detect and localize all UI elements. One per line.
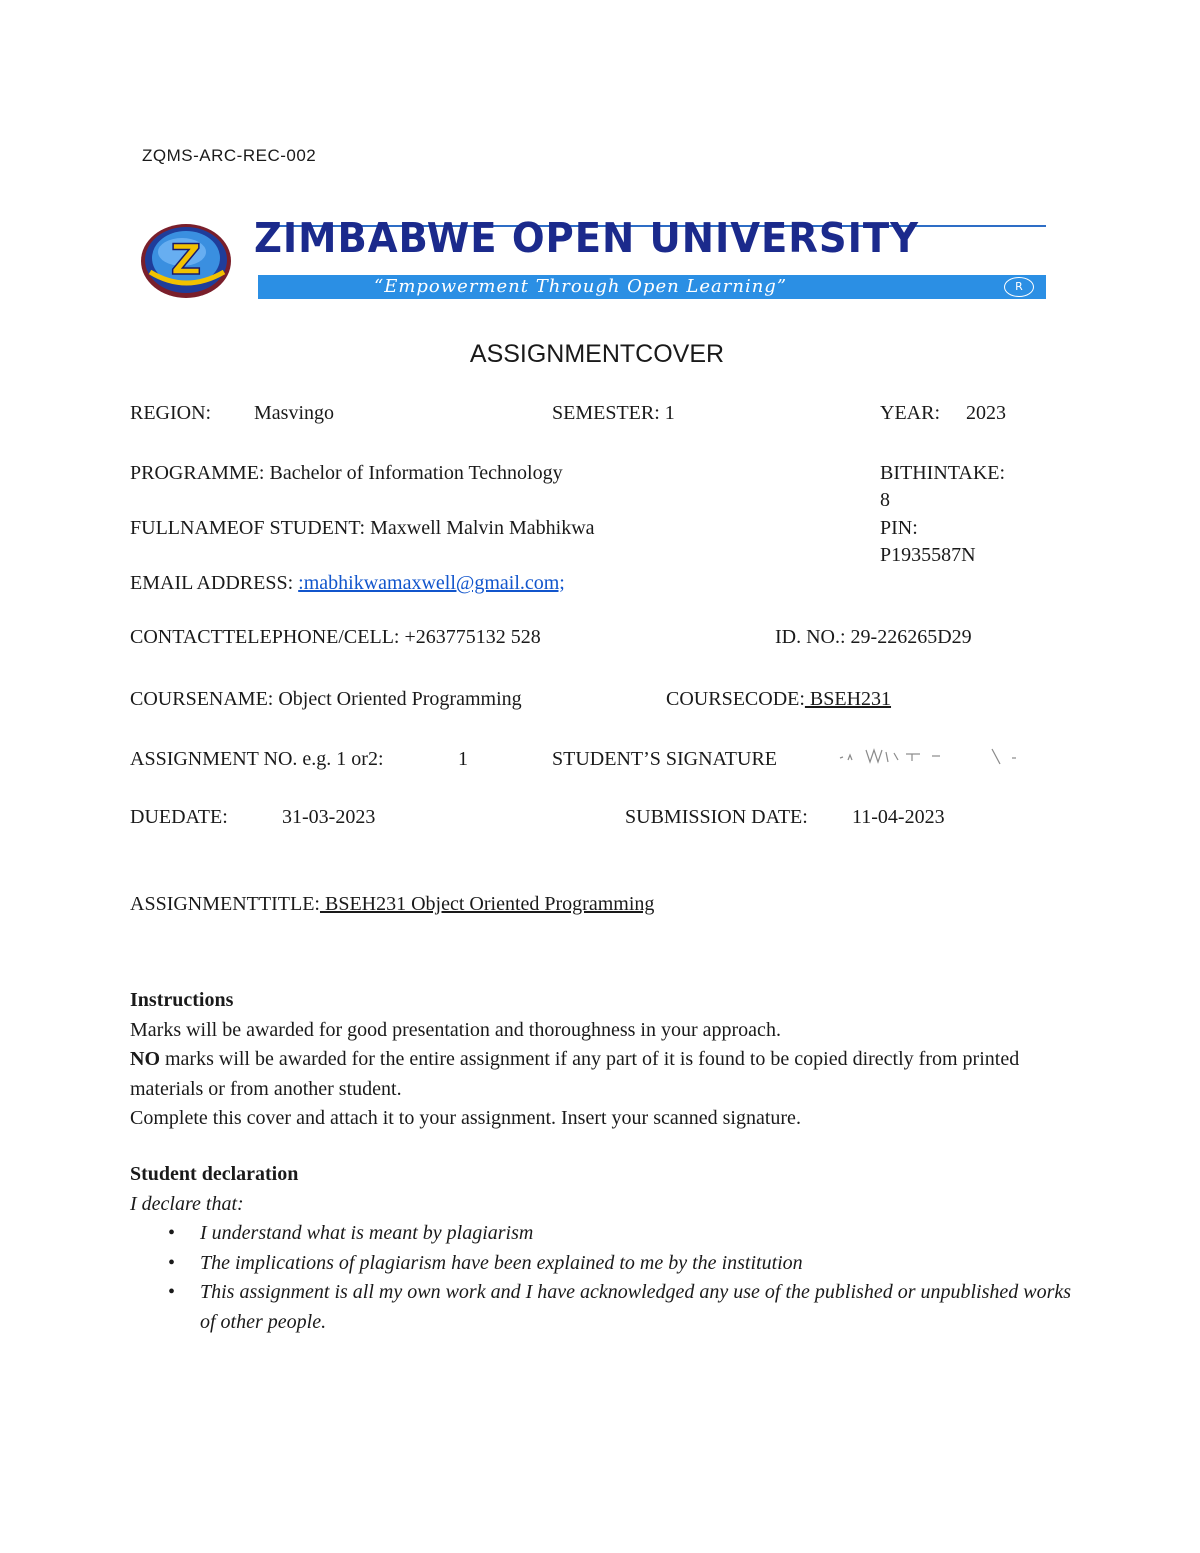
course-code-field — [666, 688, 891, 711]
instructions-section — [130, 986, 1090, 1134]
year-value: 2023 — [966, 402, 1006, 424]
assignment-title-value: BSEH231 Object Oriented Programming — [319, 893, 655, 915]
instruction-line — [130, 1045, 1090, 1104]
instruction-emphasis: NO — [130, 1048, 160, 1070]
instruction-line: Complete this cover and attach it to your assignment. Insert your scanned signature. — [130, 1107, 801, 1129]
region-value: Masvingo — [254, 402, 334, 424]
list-item: • This assignment is all my own work and I have acknowledged any use of the published or unpublished works of other people. — [130, 1278, 1090, 1337]
semester-field: SEMESTER: 1 — [552, 402, 675, 424]
submission-date-value: 11-04-2023 — [852, 806, 945, 828]
declaration-list — [130, 1219, 1090, 1337]
email-label: EMAIL ADDRESS: — [130, 572, 299, 594]
pin-label: PIN: — [880, 517, 918, 539]
university-emblem-icon — [140, 222, 232, 300]
university-name: ZIMBABWE OPEN UNIVERSITY — [254, 214, 919, 262]
instruction-text: marks will be awarded for the entire assignment if any part of it is found to be copied directly from printed materials or from another student. — [130, 1048, 1020, 1100]
telephone-field: CONTACTTELEPHONE/CELL: +263775132 528 — [130, 626, 541, 648]
list-item: • I understand what is meant by plagiarism — [130, 1219, 1090, 1249]
declaration-heading: Student declaration — [130, 1163, 299, 1185]
due-date-label: DUEDATE: — [130, 806, 228, 828]
course-name-field: COURSENAME: Object Oriented Programming — [130, 688, 522, 710]
region-label: REGION: — [130, 402, 212, 424]
email-link[interactable]: :mabhikwamaxwell@gmail.com; — [298, 572, 565, 594]
instruction-line: Marks will be awarded for good presentation and thoroughness in your approach. — [130, 1018, 781, 1041]
assignment-number-value: 1 — [458, 748, 468, 770]
university-tagline: “Empowerment Through Open Learning” — [374, 276, 788, 297]
submission-date-label: SUBMISSION DATE: — [625, 806, 808, 828]
declaration-intro: I declare that: — [130, 1192, 244, 1215]
pin-value: P1935587N — [880, 544, 976, 566]
document-code: ZQMS-ARC-REC-002 — [142, 146, 317, 165]
intake-label: BITHINTAKE: — [880, 462, 1006, 484]
declaration-section — [130, 1160, 1090, 1337]
programme-field: PROGRAMME: Bachelor of Information Technology — [130, 462, 563, 484]
page-title: ASSIGNMENTCOVER — [469, 340, 725, 368]
signature-label: STUDENT’S SIGNATURE — [552, 748, 777, 770]
course-code-value: BSEH231 — [804, 688, 892, 710]
email-field — [130, 572, 565, 595]
registered-mark: R — [1004, 277, 1034, 297]
svg-text:Z: Z — [170, 235, 202, 284]
student-name-field: FULLNAMEOF STUDENT: Maxwell Malvin Mabhikwa — [130, 517, 595, 539]
list-item: • The implications of plagiarism have been explained to me by the institution — [130, 1249, 1090, 1279]
instructions-heading: Instructions — [130, 989, 234, 1011]
year-label: YEAR: — [880, 402, 940, 424]
id-number-field: ID. NO.: 29-226265D29 — [775, 626, 972, 648]
assignment-title-field — [130, 893, 654, 916]
due-date-value: 31-03-2023 — [282, 806, 376, 828]
signature-image-icon — [836, 744, 1026, 770]
logo-tagline-band — [258, 275, 1046, 299]
assignment-number-label: ASSIGNMENT NO. e.g. 1 or2: — [130, 748, 384, 770]
assignment-title-label: ASSIGNMENTTITLE: — [130, 893, 320, 915]
university-logo — [140, 214, 1046, 304]
course-code-label: COURSECODE: — [666, 688, 805, 710]
intake-value: 8 — [880, 489, 890, 511]
